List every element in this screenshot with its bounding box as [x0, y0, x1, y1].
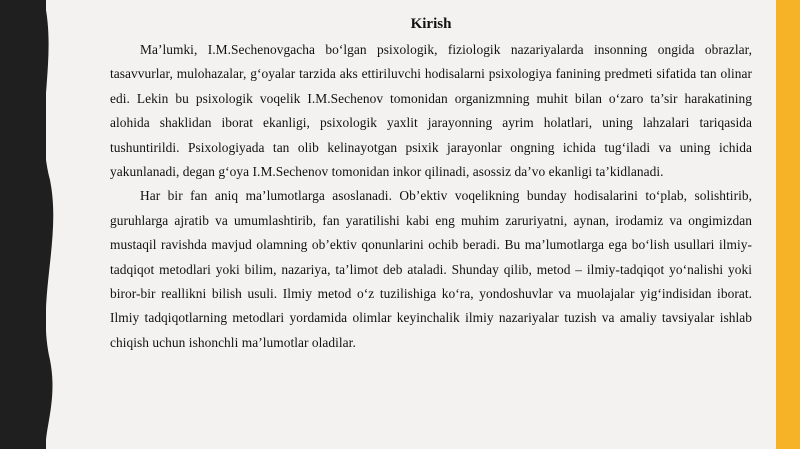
left-decorative-band: [0, 0, 46, 449]
document-body: [110, 14, 752, 355]
right-accent-bar: [776, 0, 800, 449]
paragraph-1: Ma’lumki, I.M.Sechenovgacha bo‘lgan psixologik, fiziologik nazariyalarda insonning ongida obrazlar, tasavvurlar, mulohazalar, g‘oyalar tarzida aks ettiriluvchi hodisalarni psixologiya fanining predmeti sifatida tan olinar edi. Lekin bu psixologik voqelik I.M.Sechenov tomonidan organizmning muhit bilan o‘zaro ta’sir harakatining alohida shaklidan iborat ekanligi, psixologik yaxlit jarayonning ayrim holatlari, uning lahzalari tariqasida tushuntirildi. Psixologiyada tan olib kelinayotgan psixik jarayonlar ongning ichida tug‘iladi va uning ichida yakunlanadi, degan g‘oya I.M.Sechenov tomonidan inkor qilinadi, asossiz da’vo ekanligi ta’kidlanadi.: [110, 42, 752, 180]
document-title: Kirish: [410, 16, 452, 32]
paragraph-2: Har bir fan aniq ma’lumotlarga asoslanadi. Ob’ektiv voqelikning bunday hodisalarini to‘plab, solishtirib, guruhlarga ajratib va umumlashtirib, fan yaratilishi kabi eng muhim zaruriyatni, aynan, irodamiz va ongimizdan mustaqil ravishda mavjud olamning ob’ektiv qonunlarini ochib beradi. Bu ma’lumotlarga ega bo‘lish usullari ilmiy-tadqiqot metodlari yoki bilim, nazariya, ta’limot deb ataladi. Shunday qilib, metod – ilmiy-tadqiqot yo‘nalishi yoki biror-bir reallikni bilish usuli. Ilmiy metod o‘z tuzilishiga ko‘ra, yondoshuvlar va muolajalar yig‘indisidan iborat. Ilmiy tadqiqotlarning metodlari yordamida olimlar keyinchalik ilmiy nazariyalar tuzish va amaliy tavsiyalar ishlab chiqish uchun ishonchli ma’lumotlar oladilar.: [110, 188, 752, 350]
wavy-edge-shape: [0, 0, 60, 449]
